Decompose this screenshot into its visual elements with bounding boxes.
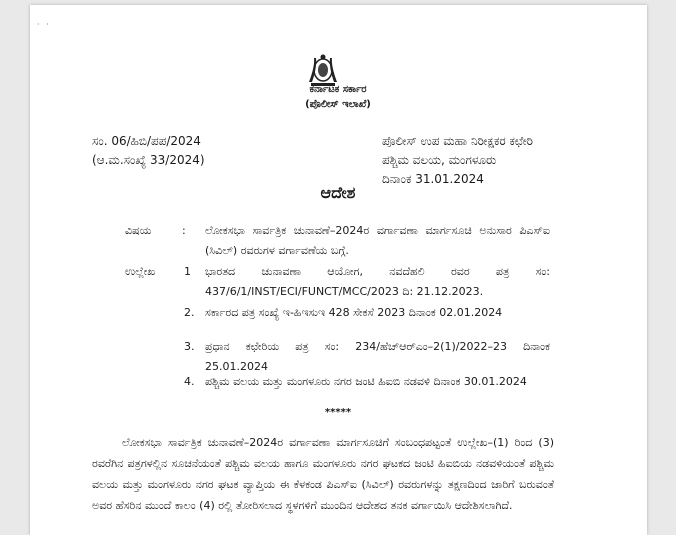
subject-colon: : [182, 224, 186, 237]
state-emblem-icon [303, 52, 343, 88]
order-body-paragraph: ಲೋಕಸಭಾ ಸಾರ್ವತ್ರಿಕ ಚುನಾವಣೆ–2024ರ ವರ್ಗಾವಣಾ ಮಾರ್ಗಸೂಚಿಗೆ ಸಂಬಂಧಪಟ್ಟಂತೆ ಉಲ್ಲೇಖ–(1) ರಿಂದ (3) ರವರೆಗಿನ ಪತ್ರಗಳಲ್ಲಿನ ಸೂಚನೆಯಂತೆ ಪಶ್ಚಿಮ ವಲಯ ಹಾಗೂ ಮಂಗಳೂರು ನಗರ ಘಟಕದ ಜಂಟಿ ಹಿಐಬಿಯ ನಡವಳಿಯಂತೆ ಪಶ್ಚಿಮ ವಲಯ ಮತ್ತು ಮಂಗಳೂರು ನಗರ ಘಟಕ ವ್ಯಾಪ್ತಿಯ ಈ ಕೆಳಕಂಡ ಪಿಎಸ್‌ಐ (ಸಿವಿಲ್) ರವರುಗಳನ್ನು ತಕ್ಷಣದಿಂದ ಜಾರಿಗೆ ಬರುವಂತೆ ಅವರ ಹೆಸರಿನ ಮುಂದೆ ಕಾಲಂ (4) ರಲ್ಲಿ ತೋರಿಸಲಾದ ಸ್ಥಳಗಳಿಗೆ ಮುಂದಿನ ಆದೇಶದ ತನಕ ವರ್ಗಾಯಿಸಿ ಆದೇಶಿಸಲಾಗಿದೆ. [92, 436, 554, 512]
section-separator: ***** [324, 407, 352, 418]
reference-item-number: 1 [184, 265, 191, 278]
subject-text: ಲೋಕಸಭಾ ಸಾರ್ವತ್ರಿಕ ಚುನಾವಣೆ–2024ರ ವರ್ಗಾವಣಾ ಮಾರ್ಗಸೂಚಿ ಅನುಸಾರ ಪಿಎಸ್‌ಐ (ಸಿವಿಲ್) ರವರುಗಳ ವರ್ಗಾವಣೆಯ ಬಗ್ಗೆ. [205, 224, 550, 257]
reference-numbers [92, 132, 205, 170]
reference-item-number: 4. [184, 375, 195, 388]
office-details [382, 132, 533, 189]
reference-item-number: 3. [184, 340, 195, 353]
reference-item-number: 2. [184, 306, 195, 319]
reference-label: ಉಲ್ಲೇಖ [125, 265, 156, 278]
government-name: ಕರ್ನಾಟಕ ಸರ್ಕಾರ [309, 84, 367, 95]
subject-label: ವಿಷಯ [125, 224, 152, 237]
office-place: ಪಶ್ಚಿಮ ವಲಯ, ಮಂಗಳೂರು [382, 153, 497, 167]
document-title: ಆದೇಶ [320, 183, 356, 202]
reference-item-text: ಪಶ್ಚಿಮ ವಲಯ ಮತ್ತು ಮಂಗಳೂರು ನಗರ ಜಂಟಿ ಹಿಐಬಿ ನಡವಳಿ ದಿನಾಂಕ 30.01.2024 [205, 375, 527, 388]
reference-item-text: ಭಾರತದ ಚುನಾವಣಾ ಆಯೋಗ, ನವದೆಹಲಿ ರವರ ಪತ್ರ ಸಂ: 437/6/1/INST/ECI/FUNCT/MCC/2023 ದಿ: 21.12.2023. [205, 265, 550, 298]
reference-item-text: ಪ್ರಧಾನ ಕಛೇರಿಯ ಪತ್ರ ಸಂ: 234/ಹೆಚ್‌ಆರ್‌ಎಂ–2(1)/2022–23 ದಿನಾಂಕ 25.01.2024 [205, 340, 550, 373]
corner-marks: · · [37, 20, 51, 29]
order-number: ಸಂ. 06/ಹಿಬಿ/ಪಪ/2024 [92, 134, 201, 148]
reference-item-text: ಸರ್ಕಾರದ ಪತ್ರ ಸಂಖ್ಯೆ ಇ-ಹಿಇಸುಇ 428 ಸೇಕಸೆ 2023 ದಿನಾಂಕ 02.01.2024 [205, 306, 503, 319]
order-sub-number: (ಆ.ಮ.ಸಂಖ್ಯೆ 33/2024) [92, 153, 205, 167]
order-date: ದಿನಾಂಕ 31.01.2024 [382, 172, 484, 186]
office-name: ಪೊಲೀಸ್ ಉಪ ಮಹಾ ನಿರೀಕ್ಷಕರ ಕಛೇರಿ [382, 134, 534, 148]
department-name: (ಪೊಲೀಸ್ ಇಲಾಖೆ) [305, 99, 371, 110]
